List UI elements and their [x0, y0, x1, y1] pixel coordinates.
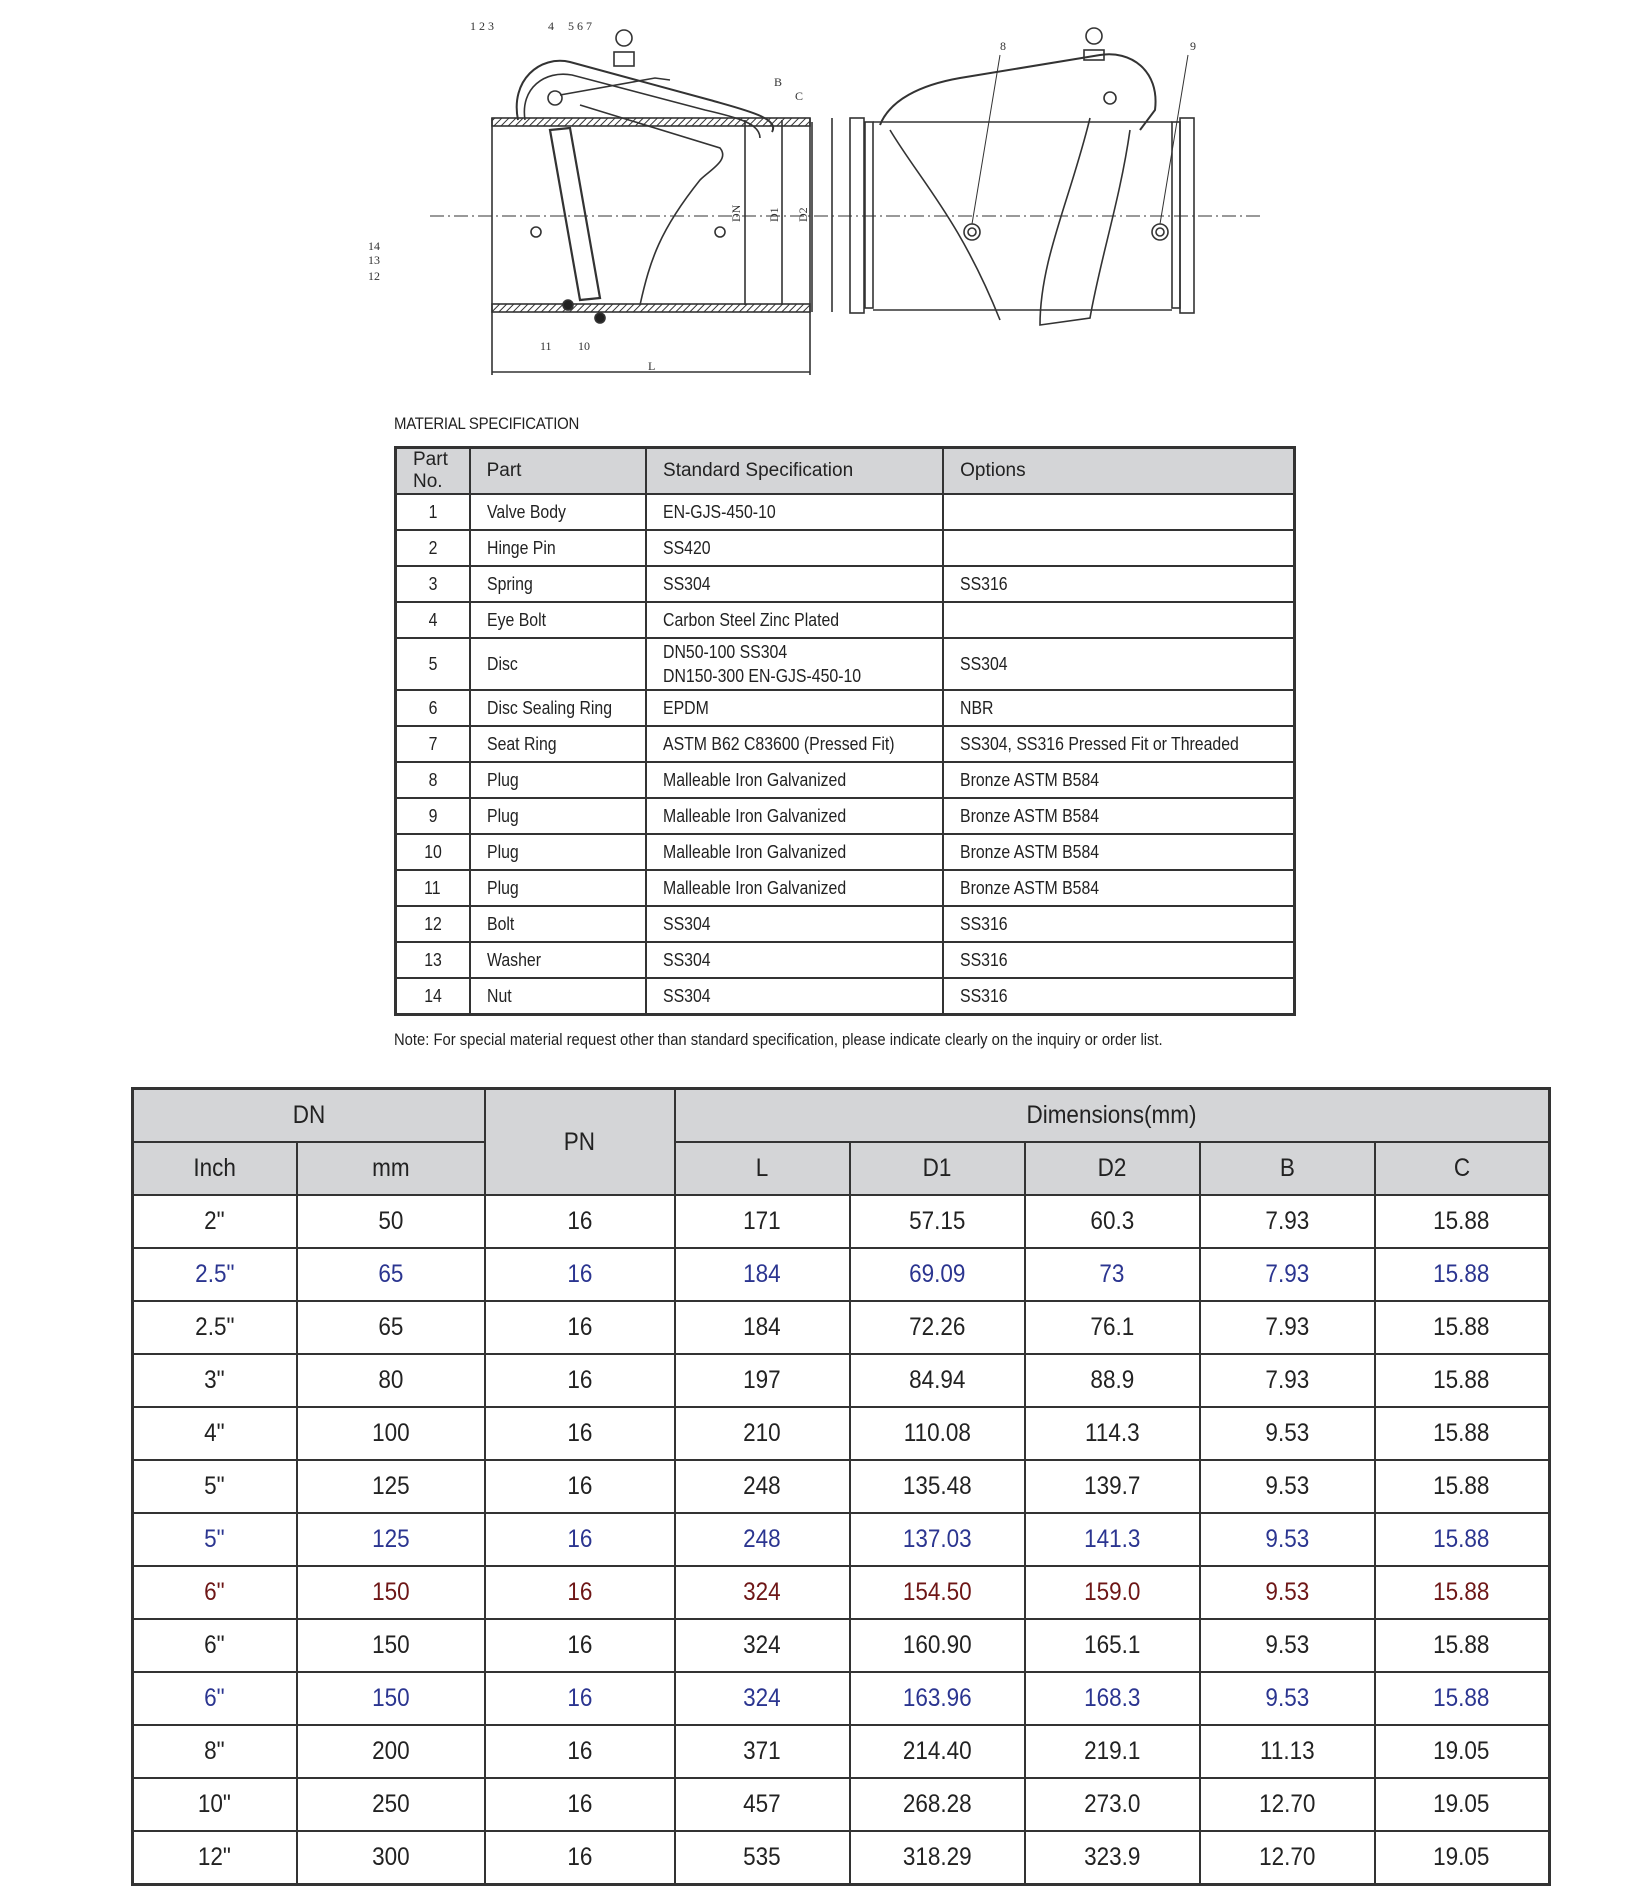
header-dn: DN [133, 1089, 485, 1143]
part-no-cell: 8 [396, 762, 470, 798]
cell-mm: 65 [297, 1248, 485, 1301]
part-name-cell: Plug [470, 762, 646, 798]
cell-b: 9.53 [1200, 1672, 1375, 1725]
cell-d1: 69.09 [850, 1248, 1025, 1301]
cell-d2: 219.1 [1025, 1725, 1200, 1778]
standard-spec-cell: SS304 [646, 906, 943, 942]
cell-l: 324 [675, 1619, 850, 1672]
material-spec-table [394, 446, 1296, 1016]
cell-inch: 2.5" [133, 1301, 297, 1354]
standard-spec-cell: SS420 [646, 530, 943, 566]
cell-pn: 16 [485, 1672, 675, 1725]
header-inch: Inch [133, 1142, 297, 1195]
header-dimensions-mm: Dimensions(mm) [675, 1089, 1550, 1143]
cell-l: 248 [675, 1460, 850, 1513]
part-name-cell: Plug [470, 870, 646, 906]
cell-mm: 80 [297, 1354, 485, 1407]
cell-pn: 16 [485, 1460, 675, 1513]
dimensions-row [133, 1407, 1550, 1460]
svg-text:11: 11 [540, 339, 552, 353]
svg-text:B: B [774, 75, 783, 89]
cell-d1: 137.03 [850, 1513, 1025, 1566]
material-spec-row [396, 602, 1295, 638]
cell-d2: 273.0 [1025, 1778, 1200, 1831]
part-no-cell: 9 [396, 798, 470, 834]
cell-pn: 16 [485, 1831, 675, 1885]
options-cell: SS316 [943, 978, 1294, 1015]
header-standard-spec: Standard Specification [646, 448, 943, 495]
cell-d1: 214.40 [850, 1725, 1025, 1778]
cell-mm: 200 [297, 1725, 485, 1778]
header-l: L [675, 1142, 850, 1195]
header-part: Part [470, 448, 646, 495]
cell-l: 324 [675, 1566, 850, 1619]
cell-l: 457 [675, 1778, 850, 1831]
material-spec-row [396, 762, 1295, 798]
part-name-cell: Valve Body [470, 494, 646, 530]
cell-b: 7.93 [1200, 1248, 1375, 1301]
header-b: B [1200, 1142, 1375, 1195]
svg-text:D2: D2 [796, 207, 810, 222]
standard-spec-cell: Malleable Iron Galvanized [646, 798, 943, 834]
cell-b: 7.93 [1200, 1354, 1375, 1407]
cell-pn: 16 [485, 1566, 675, 1619]
svg-text:10: 10 [578, 339, 590, 353]
cell-d2: 114.3 [1025, 1407, 1200, 1460]
part-no-cell: 7 [396, 726, 470, 762]
dimensions-row [133, 1566, 1550, 1619]
cell-mm: 150 [297, 1619, 485, 1672]
options-cell: NBR [943, 690, 1294, 726]
svg-text:12: 12 [368, 269, 380, 283]
header-d2: D2 [1025, 1142, 1200, 1195]
part-no-cell: 4 [396, 602, 470, 638]
cell-c: 15.88 [1375, 1672, 1550, 1725]
standard-spec-cell: Carbon Steel Zinc Plated [646, 602, 943, 638]
options-cell [943, 530, 1294, 566]
header-c: C [1375, 1142, 1550, 1195]
svg-text:13: 13 [368, 253, 380, 267]
dimensions-row [133, 1248, 1550, 1301]
cell-b: 9.53 [1200, 1407, 1375, 1460]
standard-spec-cell: SS304 [646, 566, 943, 602]
cell-b: 12.70 [1200, 1831, 1375, 1885]
cell-inch: 3" [133, 1354, 297, 1407]
cell-inch: 5" [133, 1460, 297, 1513]
cell-l: 535 [675, 1831, 850, 1885]
cell-c: 19.05 [1375, 1831, 1550, 1885]
standard-spec-cell: EPDM [646, 690, 943, 726]
part-no-cell: 11 [396, 870, 470, 906]
part-name-cell: Seat Ring [470, 726, 646, 762]
material-spec-row [396, 978, 1295, 1015]
cell-pn: 16 [485, 1778, 675, 1831]
cell-pn: 16 [485, 1513, 675, 1566]
material-spec-title: MATERIAL SPECIFICATION [394, 414, 580, 433]
cell-l: 210 [675, 1407, 850, 1460]
cell-inch: 6" [133, 1672, 297, 1725]
dimensions-row [133, 1460, 1550, 1513]
dimensions-row [133, 1513, 1550, 1566]
material-spec-row [396, 726, 1295, 762]
header-options: Options [943, 448, 1294, 495]
cell-l: 197 [675, 1354, 850, 1407]
cell-d1: 72.26 [850, 1301, 1025, 1354]
cell-l: 248 [675, 1513, 850, 1566]
cell-c: 15.88 [1375, 1460, 1550, 1513]
dimensions-row [133, 1619, 1550, 1672]
dimensions-row [133, 1354, 1550, 1407]
part-name-cell: Eye Bolt [470, 602, 646, 638]
cell-pn: 16 [485, 1195, 675, 1248]
dimensions-row [133, 1831, 1550, 1885]
options-cell [943, 602, 1294, 638]
cell-inch: 12" [133, 1831, 297, 1885]
standard-spec-cell: Malleable Iron Galvanized [646, 834, 943, 870]
dimensions-row [133, 1195, 1550, 1248]
cell-inch: 6" [133, 1566, 297, 1619]
cell-c: 15.88 [1375, 1195, 1550, 1248]
cell-b: 12.70 [1200, 1778, 1375, 1831]
cell-b: 9.53 [1200, 1460, 1375, 1513]
cell-d1: 135.48 [850, 1460, 1025, 1513]
cell-d2: 168.3 [1025, 1672, 1200, 1725]
options-cell: SS316 [943, 906, 1294, 942]
cell-b: 7.93 [1200, 1301, 1375, 1354]
cell-d1: 160.90 [850, 1619, 1025, 1672]
standard-spec-cell: DN50-100 SS304 DN150-300 EN-GJS-450-10 [646, 638, 943, 690]
options-cell: SS304 [943, 638, 1294, 690]
dimensions-table [131, 1087, 1551, 1886]
part-no-cell: 5 [396, 638, 470, 690]
cell-mm: 300 [297, 1831, 485, 1885]
cell-d2: 139.7 [1025, 1460, 1200, 1513]
material-spec-row [396, 906, 1295, 942]
cell-d1: 154.50 [850, 1566, 1025, 1619]
part-no-cell: 1 [396, 494, 470, 530]
cell-pn: 16 [485, 1619, 675, 1672]
cell-mm: 125 [297, 1460, 485, 1513]
part-name-cell: Washer [470, 942, 646, 978]
cell-b: 7.93 [1200, 1195, 1375, 1248]
options-cell: Bronze ASTM B584 [943, 798, 1294, 834]
cell-pn: 16 [485, 1301, 675, 1354]
part-no-cell: 13 [396, 942, 470, 978]
left-section-view [368, 14, 1260, 375]
cell-d2: 88.9 [1025, 1354, 1200, 1407]
cell-inch: 2" [133, 1195, 297, 1248]
cell-mm: 150 [297, 1566, 485, 1619]
part-name-cell: Bolt [470, 906, 646, 942]
cell-d2: 76.1 [1025, 1301, 1200, 1354]
cell-c: 15.88 [1375, 1354, 1550, 1407]
header-d1: D1 [850, 1142, 1025, 1195]
valve-cross-section-drawing [368, 0, 1280, 400]
material-spec-row [396, 494, 1295, 530]
standard-spec-cell: ASTM B62 C83600 (Pressed Fit) [646, 726, 943, 762]
svg-text:8: 8 [1000, 39, 1006, 53]
cell-b: 9.53 [1200, 1513, 1375, 1566]
cell-inch: 6" [133, 1619, 297, 1672]
dimensions-row [133, 1725, 1550, 1778]
cell-pn: 16 [485, 1248, 675, 1301]
cell-d1: 84.94 [850, 1354, 1025, 1407]
cell-c: 15.88 [1375, 1566, 1550, 1619]
part-name-cell: Hinge Pin [470, 530, 646, 566]
cell-d2: 323.9 [1025, 1831, 1200, 1885]
cell-c: 15.88 [1375, 1301, 1550, 1354]
cell-c: 15.88 [1375, 1513, 1550, 1566]
svg-text:4: 4 [548, 19, 554, 33]
standard-spec-cell: Malleable Iron Galvanized [646, 870, 943, 906]
svg-text:D1: D1 [767, 207, 781, 222]
cell-pn: 16 [485, 1407, 675, 1460]
cell-inch: 4" [133, 1407, 297, 1460]
standard-spec-cell: SS304 [646, 942, 943, 978]
cell-c: 19.05 [1375, 1778, 1550, 1831]
cell-b: 9.53 [1200, 1619, 1375, 1672]
cell-inch: 2.5" [133, 1248, 297, 1301]
cell-mm: 125 [297, 1513, 485, 1566]
part-no-cell: 2 [396, 530, 470, 566]
part-name-cell: Disc Sealing Ring [470, 690, 646, 726]
standard-spec-cell: Malleable Iron Galvanized [646, 762, 943, 798]
part-no-cell: 6 [396, 690, 470, 726]
cell-c: 19.05 [1375, 1725, 1550, 1778]
part-name-cell: Plug [470, 834, 646, 870]
cell-l: 184 [675, 1301, 850, 1354]
material-spec-note: Note: For special material request other than standard specification, please indicate clearly on the inquiry or order list. [394, 1030, 1163, 1049]
part-no-cell: 12 [396, 906, 470, 942]
cell-mm: 100 [297, 1407, 485, 1460]
cell-mm: 50 [297, 1195, 485, 1248]
material-spec-row [396, 690, 1295, 726]
svg-text:14: 14 [368, 239, 380, 253]
right-exterior-view [850, 28, 1196, 325]
options-cell [943, 494, 1294, 530]
dimensions-row [133, 1778, 1550, 1831]
options-cell: SS316 [943, 566, 1294, 602]
cell-d2: 73 [1025, 1248, 1200, 1301]
material-spec-row [396, 638, 1295, 690]
dimensions-row [133, 1672, 1550, 1725]
part-no-cell: 3 [396, 566, 470, 602]
cell-d2: 60.3 [1025, 1195, 1200, 1248]
part-name-cell: Disc [470, 638, 646, 690]
cell-mm: 150 [297, 1672, 485, 1725]
standard-spec-cell: EN-GJS-450-10 [646, 494, 943, 530]
material-spec-header-row [396, 448, 1295, 495]
standard-spec-cell: SS304 [646, 978, 943, 1015]
cell-b: 9.53 [1200, 1566, 1375, 1619]
svg-text:C: C [795, 89, 804, 103]
options-cell: SS316 [943, 942, 1294, 978]
part-no-cell: 10 [396, 834, 470, 870]
cell-l: 371 [675, 1725, 850, 1778]
dimensions-group-header-row [133, 1089, 1550, 1143]
cell-d1: 318.29 [850, 1831, 1025, 1885]
part-name-cell: Plug [470, 798, 646, 834]
cell-inch: 10" [133, 1778, 297, 1831]
material-spec-row [396, 566, 1295, 602]
cell-c: 15.88 [1375, 1619, 1550, 1672]
header-pn: PN [485, 1089, 675, 1196]
cell-pn: 16 [485, 1725, 675, 1778]
header-part-no: Part No. [396, 448, 470, 495]
options-cell: Bronze ASTM B584 [943, 870, 1294, 906]
material-spec-row [396, 798, 1295, 834]
cell-mm: 65 [297, 1301, 485, 1354]
cell-d1: 163.96 [850, 1672, 1025, 1725]
cell-b: 11.13 [1200, 1725, 1375, 1778]
options-cell: SS304, SS316 Pressed Fit or Threaded [943, 726, 1294, 762]
cell-l: 184 [675, 1248, 850, 1301]
svg-text:L: L [648, 359, 656, 373]
svg-text:9: 9 [1190, 39, 1196, 53]
cell-d1: 57.15 [850, 1195, 1025, 1248]
material-spec-row [396, 834, 1295, 870]
material-spec-row [396, 870, 1295, 906]
cell-c: 15.88 [1375, 1407, 1550, 1460]
cell-d1: 110.08 [850, 1407, 1025, 1460]
cell-c: 15.88 [1375, 1248, 1550, 1301]
part-name-cell: Spring [470, 566, 646, 602]
svg-text:1 2 3: 1 2 3 [470, 19, 494, 33]
part-name-cell: Nut [470, 978, 646, 1015]
cell-inch: 5" [133, 1513, 297, 1566]
svg-text:DN: DN [729, 204, 743, 222]
cell-mm: 250 [297, 1778, 485, 1831]
svg-text:5 6 7: 5 6 7 [568, 19, 592, 33]
material-spec-row [396, 942, 1295, 978]
header-mm: mm [297, 1142, 485, 1195]
cell-pn: 16 [485, 1354, 675, 1407]
cell-l: 171 [675, 1195, 850, 1248]
cell-d2: 159.0 [1025, 1566, 1200, 1619]
dimensions-row [133, 1301, 1550, 1354]
part-no-cell: 14 [396, 978, 470, 1015]
cell-inch: 8" [133, 1725, 297, 1778]
cell-d2: 141.3 [1025, 1513, 1200, 1566]
dimensions-sub-header-row [133, 1142, 1550, 1195]
cell-l: 324 [675, 1672, 850, 1725]
options-cell: Bronze ASTM B584 [943, 834, 1294, 870]
material-spec-row [396, 530, 1295, 566]
cell-d1: 268.28 [850, 1778, 1025, 1831]
cell-d2: 165.1 [1025, 1619, 1200, 1672]
options-cell: Bronze ASTM B584 [943, 762, 1294, 798]
